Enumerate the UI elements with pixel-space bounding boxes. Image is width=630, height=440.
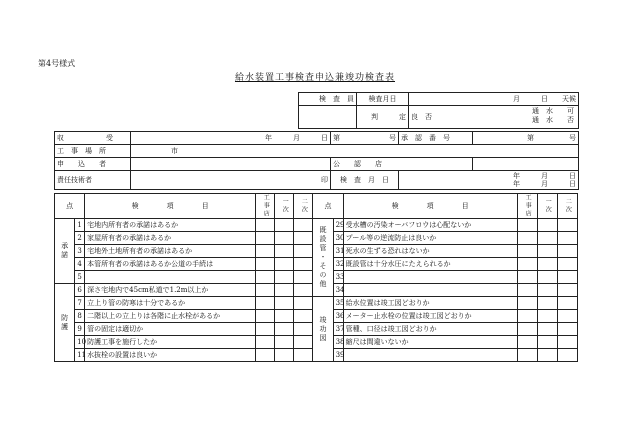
right-no: 30 bbox=[333, 232, 343, 245]
check-cell[interactable] bbox=[557, 297, 577, 310]
check-cell[interactable] bbox=[557, 349, 577, 362]
right-no: 39 bbox=[333, 349, 343, 362]
check-cell[interactable] bbox=[517, 284, 537, 297]
left-no: 7 bbox=[75, 297, 85, 310]
insp-date-line2: 年 月 日 bbox=[513, 180, 576, 188]
check-cell[interactable] bbox=[517, 219, 537, 232]
right-workshop-label: 工事店 bbox=[517, 194, 537, 219]
left-workshop-label: 工事店 bbox=[256, 194, 275, 219]
check-cell[interactable] bbox=[294, 232, 313, 245]
left-no: 4 bbox=[75, 258, 85, 271]
check-cell[interactable] bbox=[517, 245, 537, 258]
right-item: メーター止水栓の位置は竣工図どおりか bbox=[343, 310, 517, 323]
check-cell[interactable] bbox=[256, 323, 275, 336]
check-cell[interactable] bbox=[294, 336, 313, 349]
check-cell[interactable] bbox=[256, 258, 275, 271]
check-cell[interactable] bbox=[275, 258, 294, 271]
right-second-label: 二次 bbox=[557, 194, 577, 219]
inspection-date-label: 検査月日 bbox=[357, 93, 409, 106]
right-item bbox=[343, 271, 517, 284]
check-cell[interactable] bbox=[557, 232, 577, 245]
check-cell[interactable] bbox=[275, 219, 294, 232]
check-cell[interactable] bbox=[294, 258, 313, 271]
check-cell[interactable] bbox=[256, 271, 275, 284]
check-cell[interactable] bbox=[517, 271, 537, 284]
left-no: 8 bbox=[75, 310, 85, 323]
left-item: 管の固定は適切か bbox=[85, 323, 256, 336]
check-cell[interactable] bbox=[557, 310, 577, 323]
insp-date-value[interactable] bbox=[399, 171, 579, 190]
left-no: 1 bbox=[75, 219, 85, 232]
check-cell[interactable] bbox=[294, 219, 313, 232]
check-cell[interactable] bbox=[256, 245, 275, 258]
right-group-0: 既設管・その他 bbox=[313, 219, 333, 297]
check-cell[interactable] bbox=[275, 271, 294, 284]
check-cell[interactable] bbox=[275, 284, 294, 297]
check-cell[interactable] bbox=[294, 297, 313, 310]
left-item: 本管所有者の承諾はあるか公道の手続は bbox=[85, 258, 256, 271]
right-item bbox=[343, 349, 517, 362]
check-cell[interactable] bbox=[537, 336, 557, 349]
check-cell[interactable] bbox=[275, 297, 294, 310]
check-cell[interactable] bbox=[256, 297, 275, 310]
inspector-signature[interactable] bbox=[299, 106, 357, 129]
check-cell[interactable] bbox=[275, 349, 294, 362]
check-cell[interactable] bbox=[517, 323, 537, 336]
applicant-value[interactable] bbox=[131, 158, 331, 171]
check-cell[interactable] bbox=[517, 297, 537, 310]
right-item: 死水の生ずる恐れはないか bbox=[343, 245, 517, 258]
right-item bbox=[343, 284, 517, 297]
site-value[interactable]: 市 bbox=[131, 145, 579, 158]
form-title: 給水装置工事検査申込兼竣功検査表 bbox=[234, 73, 395, 83]
check-cell[interactable] bbox=[294, 245, 313, 258]
check-cell[interactable] bbox=[256, 219, 275, 232]
approval-label: 承 認 番 号 bbox=[399, 132, 473, 145]
check-cell[interactable] bbox=[557, 245, 577, 258]
left-group-1: 防護 bbox=[55, 284, 75, 362]
right-first-label: 一次 bbox=[537, 194, 557, 219]
check-cell[interactable] bbox=[537, 349, 557, 362]
left-group-0: 承諾 bbox=[55, 219, 75, 284]
insp-date-line1: 年 月 日 bbox=[513, 172, 576, 180]
check-cell[interactable] bbox=[557, 284, 577, 297]
engineer-label: 責任技術者 bbox=[55, 171, 131, 190]
water-ok: 通 水 可 bbox=[532, 107, 574, 115]
left-no: 6 bbox=[75, 284, 85, 297]
left-item-label: 検 項 目 bbox=[85, 194, 256, 219]
left-no: 11 bbox=[75, 349, 85, 362]
receipt-number[interactable]: 第 号 bbox=[331, 132, 399, 145]
approval-number[interactable]: 第 号 bbox=[473, 132, 579, 145]
left-no: 10 bbox=[75, 336, 85, 349]
check-cell[interactable] bbox=[557, 336, 577, 349]
left-no: 9 bbox=[75, 323, 85, 336]
right-no: 31 bbox=[333, 245, 343, 258]
left-second-label: 二次 bbox=[294, 194, 313, 219]
check-cell[interactable] bbox=[517, 232, 537, 245]
receipt-label: 収 受 bbox=[55, 132, 131, 145]
check-cell[interactable] bbox=[294, 323, 313, 336]
check-cell[interactable] bbox=[517, 258, 537, 271]
table-row bbox=[55, 297, 578, 310]
right-item: プール等の逆流防止は良いか bbox=[343, 232, 517, 245]
insp-date-label: 検 査 月 日 bbox=[331, 171, 399, 190]
check-cell[interactable] bbox=[256, 284, 275, 297]
right-point-label: 点 bbox=[313, 194, 343, 219]
check-cell[interactable] bbox=[294, 310, 313, 323]
left-item: 立上り管の防寒は十分であるか bbox=[85, 297, 256, 310]
check-cell[interactable] bbox=[294, 271, 313, 284]
right-item: 給水位置は竣工図どおりか bbox=[343, 297, 517, 310]
right-no: 32 bbox=[333, 258, 343, 271]
check-cell[interactable] bbox=[537, 271, 557, 284]
check-cell[interactable] bbox=[537, 245, 557, 258]
right-item: 受水槽の汚染オーバフロウは心配ないか bbox=[343, 219, 517, 232]
check-cell[interactable] bbox=[517, 310, 537, 323]
check-cell[interactable] bbox=[537, 219, 557, 232]
check-cell[interactable] bbox=[275, 336, 294, 349]
check-cell[interactable] bbox=[256, 310, 275, 323]
check-cell[interactable] bbox=[294, 349, 313, 362]
left-no: 5 bbox=[75, 271, 85, 284]
check-cell[interactable] bbox=[275, 232, 294, 245]
right-no: 33 bbox=[333, 271, 343, 284]
check-cell[interactable] bbox=[275, 245, 294, 258]
right-item-label: 検 項 目 bbox=[343, 194, 517, 219]
right-item: 管種、口径は竣工図どおりか bbox=[343, 323, 517, 336]
right-item: 既設管は十分水圧にたえられるか bbox=[343, 258, 517, 271]
left-no: 2 bbox=[75, 232, 85, 245]
checklist-table bbox=[54, 193, 578, 362]
left-item: 二階以上の立上りは各階に止水栓があるか bbox=[85, 310, 256, 323]
left-item: 防護工事を施行したか bbox=[85, 336, 256, 349]
applicant-label: 申 込 者 bbox=[55, 158, 131, 171]
check-cell[interactable] bbox=[557, 271, 577, 284]
check-cell[interactable] bbox=[517, 349, 537, 362]
right-no: 37 bbox=[333, 323, 343, 336]
check-cell[interactable] bbox=[275, 310, 294, 323]
left-item: 宅地内所有者の承諾はあるか bbox=[85, 219, 256, 232]
water-ng: 通 水 否 bbox=[532, 116, 574, 124]
check-cell[interactable] bbox=[557, 323, 577, 336]
check-cell[interactable] bbox=[537, 297, 557, 310]
check-cell[interactable] bbox=[294, 284, 313, 297]
left-item: 宅地外土地所有者の承諾はあるか bbox=[85, 245, 256, 258]
right-no: 36 bbox=[333, 310, 343, 323]
receipt-date[interactable]: 年 月 日 bbox=[131, 132, 331, 145]
check-cell[interactable] bbox=[537, 310, 557, 323]
check-cell[interactable] bbox=[557, 219, 577, 232]
check-cell[interactable] bbox=[517, 336, 537, 349]
left-item bbox=[85, 271, 256, 284]
check-cell[interactable] bbox=[537, 258, 557, 271]
right-item: 縮尺は間違いないか bbox=[343, 336, 517, 349]
left-item: 家屋所有者の承諾はあるか bbox=[85, 232, 256, 245]
right-group-1: 竣功図 bbox=[313, 297, 333, 362]
check-cell[interactable] bbox=[256, 336, 275, 349]
judge-result[interactable] bbox=[409, 106, 579, 129]
left-point-label: 点 bbox=[55, 194, 85, 219]
check-cell[interactable] bbox=[537, 232, 557, 245]
check-cell[interactable] bbox=[537, 323, 557, 336]
result-label: 良 否 bbox=[411, 113, 432, 121]
table-row bbox=[55, 219, 578, 232]
check-cell[interactable] bbox=[537, 284, 557, 297]
right-no: 38 bbox=[333, 336, 343, 349]
left-first-label: 一次 bbox=[275, 194, 294, 219]
form-number: 第4号様式 bbox=[38, 59, 76, 68]
left-item: 深さ宅地内で45cm私道で1.2m以上か bbox=[85, 284, 256, 297]
left-no: 3 bbox=[75, 245, 85, 258]
right-no: 29 bbox=[333, 219, 343, 232]
check-cell[interactable] bbox=[256, 349, 275, 362]
inspection-date-value[interactable]: 月 日 天候 bbox=[409, 93, 579, 106]
inspection-box bbox=[298, 92, 579, 129]
info-table bbox=[54, 131, 579, 190]
judge-label: 判 定 bbox=[357, 106, 409, 129]
check-cell[interactable] bbox=[557, 258, 577, 271]
left-item: 水抜栓の設置は良いか bbox=[85, 349, 256, 362]
check-cell[interactable] bbox=[275, 323, 294, 336]
site-label: 工 事 場 所 bbox=[55, 145, 131, 158]
inspector-label: 検 査 員 bbox=[299, 93, 357, 106]
right-no: 34 bbox=[333, 284, 343, 297]
check-cell[interactable] bbox=[256, 232, 275, 245]
engineer-seal[interactable]: 印 bbox=[131, 171, 331, 190]
right-no: 35 bbox=[333, 297, 343, 310]
approval-office-value[interactable] bbox=[473, 158, 579, 171]
approval-office-label: 公 認 店 bbox=[331, 158, 473, 171]
